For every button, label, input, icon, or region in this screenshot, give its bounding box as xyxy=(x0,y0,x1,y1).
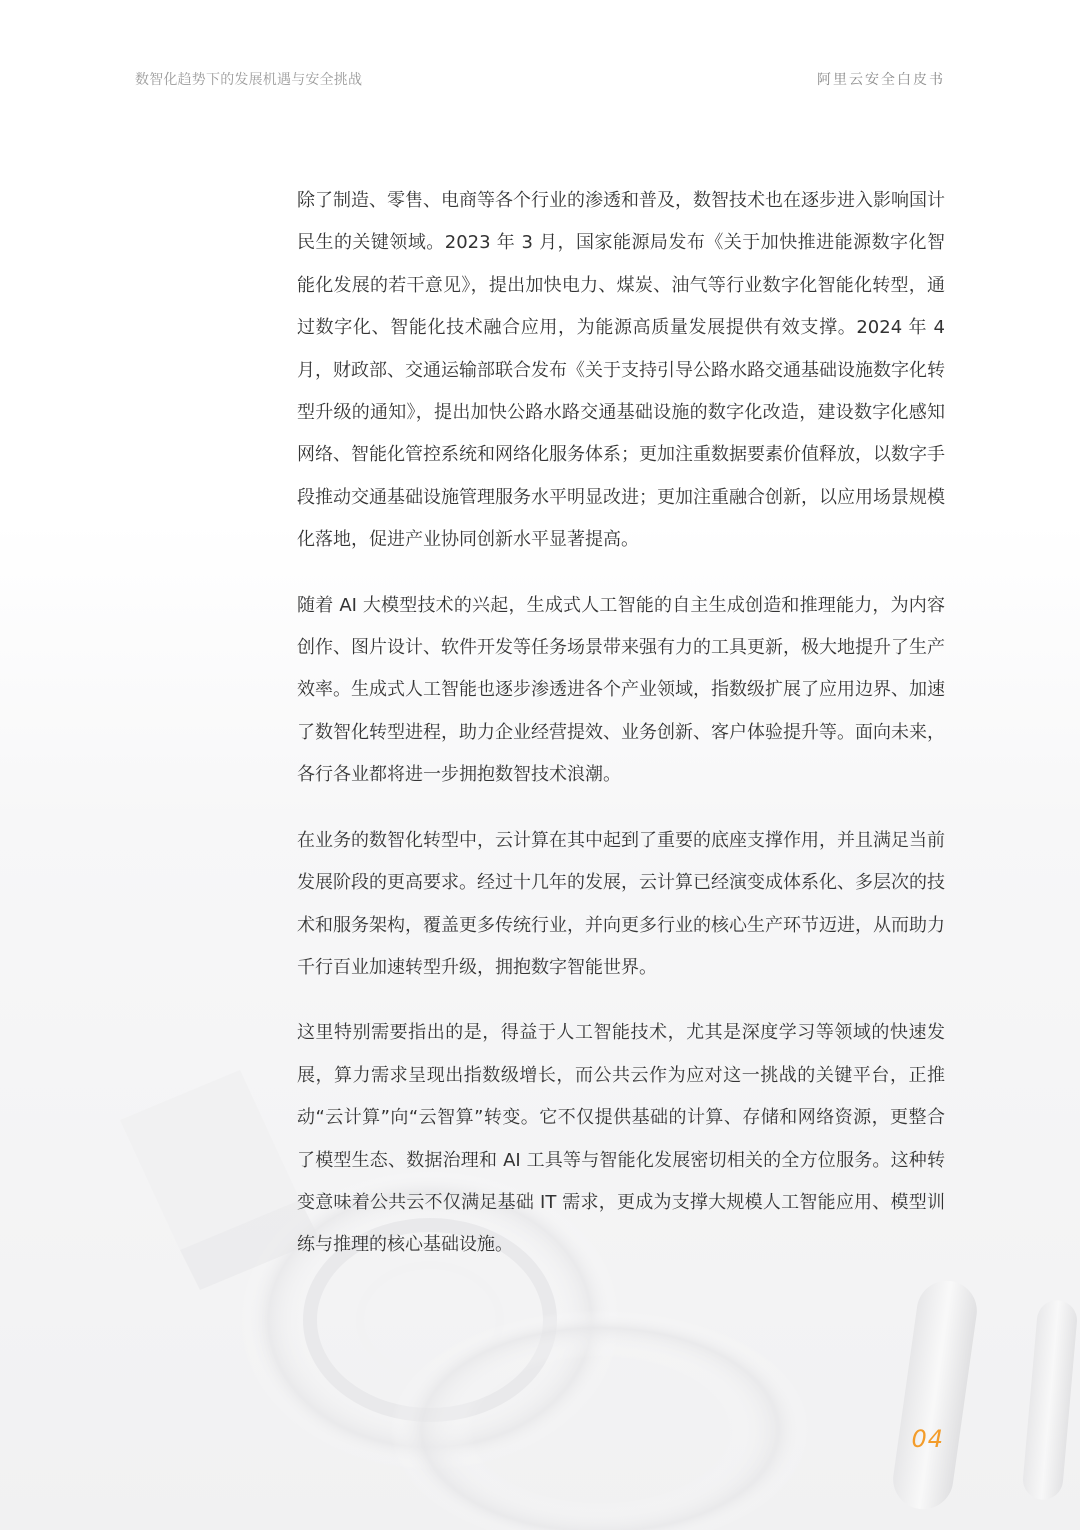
page-number: 04 xyxy=(911,1425,944,1453)
paragraph-2: 随着 AI 大模型技术的兴起，生成式人工智能的自主生成创造和推理能力，为内容创作、图片设计、软件开发等任务场景带来强有力的工具更新，极大地提升了生产效率。生成式人工智能也逐步渗透进各个产业领域，指数级扩展了应用边界、加速了数智化转型进程，助力企业经营提效、业务创新、客户体验提升等。面向未来，各行各业都将进一步拥抱数智技术浪潮。 xyxy=(297,594,945,786)
body-content xyxy=(297,180,945,1290)
document-series-title: 阿里云安全白皮书 xyxy=(817,72,945,88)
paragraph-1: 除了制造、零售、电商等各个行业的渗透和普及，数智技术也在逐步进入影响国计民生的关键领域。2023 年 3 月，国家能源局发布《关于加快推进能源数字化智能化发展的若干意见》，提出加快电力、煤炭、油气等行业数字化智能化转型，通过数字化、智能化技术融合应用，为能源高质量发展提供有效支撑。2024 年 4 月，财政部、交通运输部联合发布《关于支持引导公路水路交通基础设施数字化转型升级的通知》，提出加快公路水路交通基础设施的数字化改造，建设数字化感知网络、智能化管控系统和网络化服务体系；更加注重数据要素价值释放，以数字手段推动交通基础设施管理服务水平明显改进；更加注重融合创新，以应用场景规模化落地，促进产业协同创新水平显著提高。 xyxy=(297,190,945,551)
document-section-title: 数智化趋势下的发展机遇与安全挑战 xyxy=(135,72,363,88)
paragraph-4: 这里特别需要指出的是，得益于人工智能技术，尤其是深度学习等领域的快速发展，算力需求呈现出指数级增长，而公共云作为应对这一挑战的关键平台，正推动“云计算”向“云智算”转变。它不仅提供基础的计算、存储和网络资源，更整合了模型生态、数据治理和 AI 工具等与智能化发展密切相关的全方位服务。这种转变意味着公共云不仅满足基础 IT 需求，更成为支撑大规模人工智能应用、模型训练与推理的核心基础设施。 xyxy=(297,1022,945,1256)
paragraph-3: 在业务的数智化转型中，云计算在其中起到了重要的底座支撑作用，并且满足当前发展阶段的更高要求。经过十几年的发展，云计算已经演变成体系化、多层次的技术和服务架构，覆盖更多传统行业，并向更多行业的核心生产环节迈进，从而助力千行百业加速转型升级，拥抱数字智能世界。 xyxy=(297,829,945,978)
